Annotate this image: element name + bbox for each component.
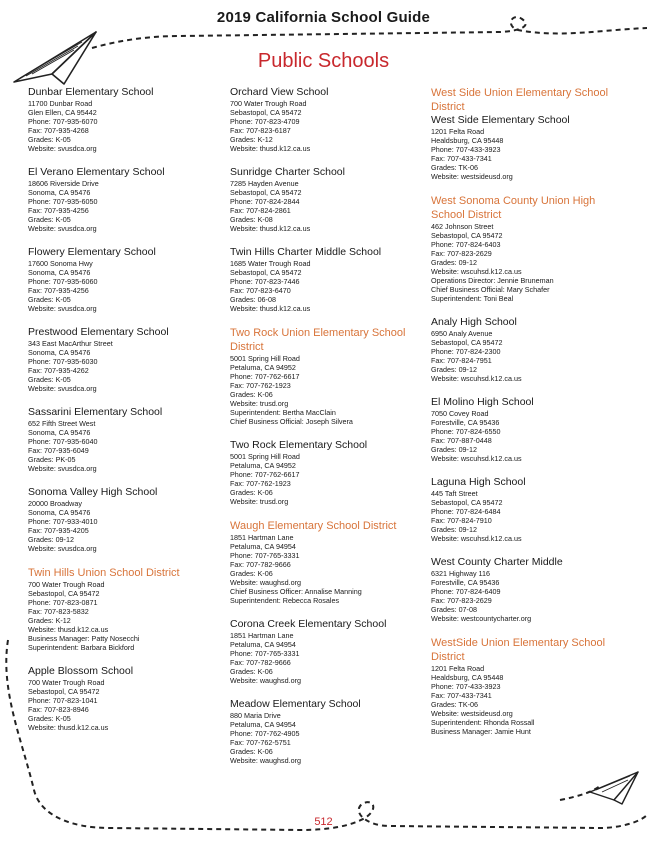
school-entry	[431, 476, 631, 543]
entry-detail-line: 1685 Water Trough Road	[230, 259, 311, 268]
school-entry	[28, 406, 213, 473]
entry-detail-line: Website: wscuhsd.k12.ca.us	[431, 534, 522, 543]
entry-detail-line: Website: wscuhsd.k12.ca.us	[431, 374, 522, 383]
entry-detail-line: Sebastopol, CA 95472	[230, 108, 302, 117]
entry-detail-line: Phone: 707-765-3331	[230, 551, 300, 560]
entry-detail-line: Forestville, CA 95436	[431, 578, 500, 587]
entry-detail-line: Grades: K-05	[28, 135, 71, 144]
entry-detail-line: Fax: 707-935-4256	[28, 206, 89, 215]
entry-detail-line: Phone: 707-935-6070	[28, 117, 98, 126]
entry-detail-line: 700 Water Trough Road	[230, 99, 307, 108]
entry-detail-line: 445 Taft Street	[431, 489, 478, 498]
entry-detail-line: Sonoma, CA 95476	[28, 508, 91, 517]
entry-detail-line: Sonoma, CA 95476	[28, 188, 91, 197]
entry-detail-line: Grades: K-06	[230, 569, 273, 578]
entry-detail-line: Grades: K-05	[28, 295, 71, 304]
school-name: Analy High School	[431, 316, 517, 328]
entry-detail-line: Grades: TK-06	[431, 163, 479, 172]
school-name: Meadow Elementary School	[230, 698, 361, 710]
school-entry	[28, 665, 213, 732]
entry-detail-line: Sonoma, CA 95476	[28, 348, 91, 357]
guide-title: 2019 California School Guide	[216, 9, 431, 26]
district-name: West Side Union Elementary School District	[431, 87, 609, 113]
entry-detail-line: Sebastopol, CA 95472	[431, 498, 503, 507]
entry-detail-line: Website: trusd.org	[230, 497, 289, 506]
entry-detail-line: Fax: 707-824-7910	[431, 516, 492, 525]
entry-detail-line: Fax: 707-824-7951	[431, 356, 492, 365]
entry-detail-line: Business Manager: Patty Nosecchi	[28, 634, 140, 643]
entry-detail-line: Fax: 707-762-1923	[230, 381, 291, 390]
entry-detail-line: Phone: 707-823-1041	[28, 696, 98, 705]
school-entry	[230, 618, 420, 685]
entry-detail-line: Superintendent: Barbara Bickford	[28, 643, 135, 652]
entry-detail-line: 18606 Riverside Drive	[28, 179, 99, 188]
entry-detail-line: Petaluma, CA 94954	[230, 542, 296, 551]
entry-detail-line: Grades: PK-05	[28, 455, 76, 464]
entry-detail-line: Phone: 707-823-0871	[28, 598, 98, 607]
entry-detail-line: Grades: K-12	[28, 616, 71, 625]
school-name: Flowery Elementary School	[28, 246, 156, 258]
paper-airplane-icon	[588, 770, 640, 806]
entry-detail-line: 5001 Spring Hill Road	[230, 452, 300, 461]
entry-detail-line: Phone: 707-824-6409	[431, 587, 501, 596]
entry-detail-line: Website: waughsd.org	[230, 578, 301, 587]
entry-detail-line: Phone: 707-824-6484	[431, 507, 501, 516]
school-entry	[431, 316, 631, 383]
entry-detail-line: Website: thusd.k12.ca.us	[230, 304, 311, 313]
entry-detail-line: Grades: K-12	[230, 135, 273, 144]
page-number: 512	[314, 816, 333, 828]
school-name: Dunbar Elementary School	[28, 86, 154, 98]
entry-detail-line: Website: thusd.k12.ca.us	[28, 723, 109, 732]
entry-detail-line: Petaluma, CA 94952	[230, 461, 296, 470]
entry-detail-line: Website: waughsd.org	[230, 676, 301, 685]
entry-detail-line: Phone: 707-433-3923	[431, 682, 501, 691]
entry-detail-line: Grades: K-06	[230, 747, 273, 756]
school-name: Corona Creek Elementary School	[230, 618, 387, 630]
entry-detail-line: Phone: 707-824-2300	[431, 347, 501, 356]
school-name: Orchard View School	[230, 86, 329, 98]
entry-detail-line: Grades: 06-08	[230, 295, 276, 304]
school-name: Sonoma Valley High School	[28, 486, 158, 498]
entry-detail-line: Phone: 707-824-6550	[431, 427, 501, 436]
directory-column-3	[431, 86, 631, 749]
entry-detail-line: Operations Director: Jennie Bruneman	[431, 276, 554, 285]
entry-detail-line: Phone: 707-823-4709	[230, 117, 300, 126]
school-name: Two Rock Elementary School	[230, 439, 368, 451]
entry-detail-line: 880 Maria Drive	[230, 711, 281, 720]
school-entry	[28, 326, 213, 393]
school-name: Laguna High School	[431, 476, 526, 488]
entry-detail-line: Grades: 09-12	[431, 258, 477, 267]
entry-detail-line: 5001 Spring Hill Road	[230, 354, 300, 363]
entry-detail-line: Website: thusd.k12.ca.us	[28, 625, 109, 634]
school-entry	[28, 486, 213, 553]
entry-detail-line: Fax: 707-782-9666	[230, 560, 291, 569]
school-name: Sunridge Charter School	[230, 166, 345, 178]
entry-detail-line: Website: thusd.k12.ca.us	[230, 144, 311, 153]
entry-detail-line: Fax: 707-824-2861	[230, 206, 291, 215]
entry-detail-line: Phone: 707-765-3331	[230, 649, 300, 658]
entry-detail-line: Business Manager: Jamie Hunt	[431, 727, 531, 736]
entry-detail-line: Phone: 707-433-3923	[431, 145, 501, 154]
school-entry	[28, 86, 213, 153]
school-entry	[431, 114, 631, 181]
entry-detail-line: Sebastopol, CA 95472	[230, 188, 302, 197]
entry-detail-line: Website: trusd.org	[230, 399, 289, 408]
entry-detail-line: Phone: 707-933-4010	[28, 517, 98, 526]
district-entry	[431, 86, 631, 114]
school-entry	[431, 396, 631, 463]
entry-detail-line: Chief Business Official: Joseph Silvera	[230, 417, 353, 426]
entry-detail-line: 20000 Broadway	[28, 499, 82, 508]
entry-detail-line: Website: svusdca.org	[28, 384, 97, 393]
entry-detail-line: 6321 Highway 116	[431, 569, 491, 578]
entry-detail-line: 1851 Hartman Lane	[230, 533, 294, 542]
entry-detail-line: Fax: 707-823-2629	[431, 249, 492, 258]
entry-detail-line: Grades: TK-06	[431, 700, 479, 709]
school-entry	[230, 246, 420, 313]
entry-detail-line: Sebastopol, CA 95472	[28, 687, 100, 696]
entry-detail-line: Grades: K-05	[28, 215, 71, 224]
school-entry	[431, 556, 631, 623]
entry-detail-line: Petaluma, CA 94954	[230, 720, 296, 729]
school-name: El Verano Elementary School	[28, 166, 165, 178]
entry-detail-line: Grades: 07-08	[431, 605, 477, 614]
entry-detail-line: Phone: 707-824-6403	[431, 240, 501, 249]
entry-detail-line: 652 Fifth Street West	[28, 419, 96, 428]
school-name: El Molino High School	[431, 396, 534, 408]
entry-detail-line: Forestville, CA 95436	[431, 418, 500, 427]
entry-detail-line: Grades: 09-12	[28, 535, 74, 544]
entry-detail-line: Phone: 707-935-6060	[28, 277, 98, 286]
district-entry	[431, 194, 631, 303]
entry-detail-line: 1201 Felta Road	[431, 127, 485, 136]
entry-detail-line: Grades: 09-12	[431, 365, 477, 374]
entry-detail-line: 1201 Felta Road	[431, 664, 485, 673]
entry-detail-line: 1851 Hartman Lane	[230, 631, 294, 640]
entry-detail-line: 700 Water Trough Road	[28, 678, 105, 687]
entry-detail-line: Website: wscuhsd.k12.ca.us	[431, 267, 522, 276]
district-entry	[28, 566, 213, 652]
entry-detail-line: 462 Johnson Street	[431, 222, 494, 231]
entry-detail-line: Phone: 707-935-6040	[28, 437, 98, 446]
entry-detail-line: Fax: 707-935-4262	[28, 366, 89, 375]
entry-detail-line: Phone: 707-762-4905	[230, 729, 300, 738]
district-name: Waugh Elementary School District	[230, 520, 397, 532]
school-entry	[230, 698, 420, 765]
school-entry	[28, 246, 213, 313]
entry-detail-line: Sebastopol, CA 95472	[230, 268, 302, 277]
entry-detail-line: Grades: K-06	[230, 390, 273, 399]
entry-detail-line: 700 Water Trough Road	[28, 580, 105, 589]
entry-detail-line: Phone: 707-824-2844	[230, 197, 300, 206]
entry-detail-line: Grades: K-05	[28, 375, 71, 384]
entry-detail-line: Superintendent: Rhonda Rossall	[431, 718, 535, 727]
entry-detail-line: Phone: 707-823-7446	[230, 277, 300, 286]
directory-column-2	[230, 86, 420, 778]
school-name: West Side Elementary School	[431, 114, 570, 126]
entry-detail-line: Superintendent: Rebecca Rosales	[230, 596, 340, 605]
entry-detail-line: Website: westsideusd.org	[431, 709, 513, 718]
entry-detail-line: Fax: 707-935-6049	[28, 446, 89, 455]
entry-detail-line: 17600 Sonoma Hwy	[28, 259, 93, 268]
entry-detail-line: Sebastopol, CA 95472	[431, 231, 503, 240]
school-name: West County Charter Middle	[431, 556, 563, 568]
entry-detail-line: 6950 Analy Avenue	[431, 329, 493, 338]
entry-detail-line: Glen Ellen, CA 95442	[28, 108, 97, 117]
section-title: Public Schools	[257, 50, 390, 72]
entry-detail-line: Website: svusdca.org	[28, 224, 97, 233]
entry-detail-line: Chief Business Official: Mary Schafer	[431, 285, 550, 294]
entry-detail-line: Website: svusdca.org	[28, 544, 97, 553]
entry-detail-line: Superintendent: Bertha MacClain	[230, 408, 336, 417]
entry-detail-line: Fax: 707-823-6187	[230, 126, 291, 135]
entry-detail-line: Grades: K-06	[230, 488, 273, 497]
entry-detail-line: Phone: 707-935-6030	[28, 357, 98, 366]
entry-detail-line: 343 East MacArthur Street	[28, 339, 113, 348]
district-entry	[431, 636, 631, 736]
school-entry	[230, 86, 420, 153]
entry-detail-line: Website: svusdca.org	[28, 464, 97, 473]
entry-detail-line: Grades: K-08	[230, 215, 273, 224]
entry-detail-line: Website: svusdca.org	[28, 304, 97, 313]
entry-detail-line: Fax: 707-823-5832	[28, 607, 89, 616]
district-name: West Sonoma County Union High School District	[431, 195, 596, 221]
entry-detail-line: Sebastopol, CA 95472	[28, 589, 100, 598]
district-name: Two Rock Union Elementary School District	[230, 327, 406, 353]
entry-detail-line: Website: waughsd.org	[230, 756, 301, 765]
entry-detail-line: Healdsburg, CA 95448	[431, 673, 504, 682]
district-entry	[230, 326, 420, 426]
entry-detail-line: Website: westcountycharter.org	[431, 614, 532, 623]
entry-detail-line: Sonoma, CA 95476	[28, 428, 91, 437]
entry-detail-line: Superintendent: Toni Beal	[431, 294, 514, 303]
entry-detail-line: Fax: 707-823-6470	[230, 286, 291, 295]
entry-detail-line: Healdsburg, CA 95448	[431, 136, 504, 145]
entry-detail-line: Fax: 707-887-0448	[431, 436, 492, 445]
district-name: WestSide Union Elementary School District	[431, 637, 606, 663]
entry-detail-line: Grades: K-06	[230, 667, 273, 676]
entry-detail-line: Grades: K-05	[28, 714, 71, 723]
school-entry	[230, 439, 420, 506]
entry-detail-line: Fax: 707-762-1923	[230, 479, 291, 488]
entry-detail-line: Website: wscuhsd.k12.ca.us	[431, 454, 522, 463]
entry-detail-line: Website: thusd.k12.ca.us	[230, 224, 311, 233]
entry-detail-line: 7050 Covey Road	[431, 409, 489, 418]
school-entry	[230, 166, 420, 233]
entry-detail-line: Fax: 707-935-4205	[28, 526, 89, 535]
district-name: Twin Hills Union School District	[28, 567, 180, 579]
entry-detail-line: Website: svusdca.org	[28, 144, 97, 153]
entry-detail-line: Grades: 09-12	[431, 525, 477, 534]
entry-detail-line: 11700 Dunbar Road	[28, 99, 93, 108]
school-name: Apple Blossom School	[28, 665, 134, 677]
entry-detail-line: Fax: 707-935-4256	[28, 286, 89, 295]
entry-detail-line: Fax: 707-935-4268	[28, 126, 89, 135]
entry-detail-line: Fax: 707-433-7341	[431, 691, 492, 700]
school-name: Twin Hills Charter Middle School	[230, 246, 382, 258]
entry-detail-line: Grades: 09-12	[431, 445, 477, 454]
entry-detail-line: Phone: 707-935-6050	[28, 197, 98, 206]
directory-column-1	[28, 86, 213, 745]
entry-detail-line: Petaluma, CA 94952	[230, 363, 296, 372]
entry-detail-line: Sebastopol, CA 95472	[431, 338, 503, 347]
school-name: Sassarini Elementary School	[28, 406, 163, 418]
entry-detail-line: Chief Business Officer: Annalise Manning	[230, 587, 362, 596]
entry-detail-line: Fax: 707-823-8946	[28, 705, 89, 714]
district-entry	[230, 519, 420, 605]
entry-detail-line: Petaluma, CA 94954	[230, 640, 296, 649]
entry-detail-line: Phone: 707-762-6617	[230, 372, 300, 381]
school-entry	[28, 166, 213, 233]
entry-detail-line: Fax: 707-433-7341	[431, 154, 492, 163]
entry-detail-line: Fax: 707-782-9666	[230, 658, 291, 667]
entry-detail-line: Website: westsideusd.org	[431, 172, 513, 181]
entry-detail-line: 7285 Hayden Avenue	[230, 179, 299, 188]
entry-detail-line: Fax: 707-762-5751	[230, 738, 291, 747]
entry-detail-line: Phone: 707-762-6617	[230, 470, 300, 479]
entry-detail-line: Sonoma, CA 95476	[28, 268, 91, 277]
entry-detail-line: Fax: 707-823-2629	[431, 596, 492, 605]
school-name: Prestwood Elementary School	[28, 326, 169, 338]
